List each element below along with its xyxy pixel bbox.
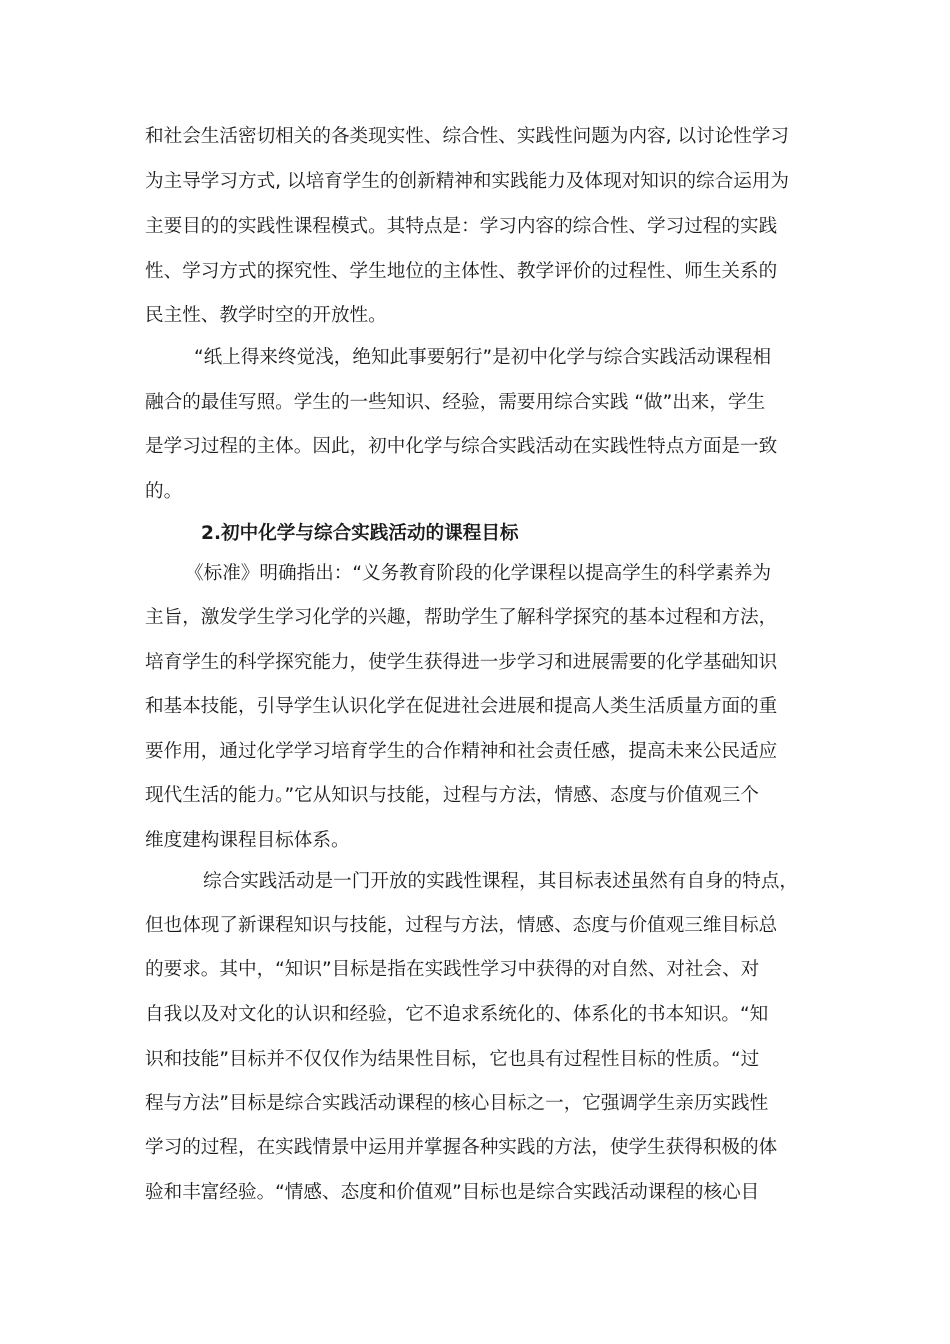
paragraph-line: 培育学生的科学探究能力，使学生获得进一步学习和进展需要的化学基础知识: [145, 652, 778, 673]
section-heading: 2.初中化学与综合实践活动的课程目标: [201, 523, 519, 544]
paragraph-line: 和基本技能，引导学生认识化学在促进社会进展和提高人类生活质量方面的重: [145, 696, 778, 717]
paragraph-line: 性、学习方式的探究性、学生地位的主体性、教学评价的过程性、师生关系的: [145, 261, 778, 282]
paragraph-line: 现代生活的能力。”它从知识与技能，过程与方法，情感、态度与价值观三个: [145, 785, 759, 806]
paragraph-line: 的要求。其中，“知识”目标是指在实践性学习中获得的对自然、对社会、对: [145, 959, 760, 980]
paragraph-line: 民主性、教学时空的开放性。: [145, 305, 387, 326]
paragraph-line: 为主导学习方式, 以培育学生的创新精神和实践能力及体现对知识的综合运用为: [145, 171, 790, 192]
paragraph-line: 和社会生活密切相关的各类现实性、综合性、实践性问题为内容, 以讨论性学习: [145, 126, 790, 147]
paragraph-line: 学习的过程，在实践情景中运用并掌握各种实践的方法，使学生获得积极的体: [145, 1137, 778, 1158]
paragraph-line: 自我以及对文化的认识和经验，它不追求系统化的、体系化的书本知识。“知: [145, 1004, 769, 1025]
paragraph-line: 主旨，激发学生学习化学的兴趣，帮助学生了解科学探究的基本过程和方法，: [145, 607, 778, 628]
paragraph-line: 验和丰富经验。“情感、态度和价值观”目标也是综合实践活动课程的核心目: [145, 1182, 760, 1203]
paragraph-line: “纸上得来终觉浅，绝知此事要躬行”是初中化学与综合实践活动课程相: [194, 347, 772, 368]
paragraph-line: 识和技能”目标并不仅仅作为结果性目标，它也具有过程性目标的性质。“过: [145, 1049, 760, 1070]
paragraph-line: 要作用，通过化学学习培育学生的合作精神和社会责任感，提高未来公民适应: [145, 741, 778, 762]
paragraph-line: 《标准》明确指出：“义务教育阶段的化学课程以提高学生的科学素养为: [185, 563, 772, 584]
paragraph-line: 程与方法”目标是综合实践活动课程的核心目标之一，它强调学生亲历实践性: [145, 1093, 769, 1114]
paragraph-line: 的。: [145, 481, 183, 502]
paragraph-line: 但也体现了新课程知识与技能，过程与方法，情感、态度与价值观三维目标总: [145, 915, 778, 936]
paragraph-line: 主要目的的实践性课程模式。其特点是：学习内容的综合性、学习过程的实践: [145, 216, 778, 237]
paragraph-line: 是学习过程的主体。因此，初中化学与综合实践活动在实践性特点方面是一致: [145, 436, 778, 457]
paragraph-line: 维度建构课程目标体系。: [145, 830, 350, 851]
paragraph-line: 融合的最佳写照。学生的一些知识、经验，需要用综合实践 “做”出来，学生: [145, 392, 766, 413]
paragraph-line: 综合实践活动是一门开放的实践性课程，其目标表述虽然有自身的特点，: [203, 871, 799, 892]
